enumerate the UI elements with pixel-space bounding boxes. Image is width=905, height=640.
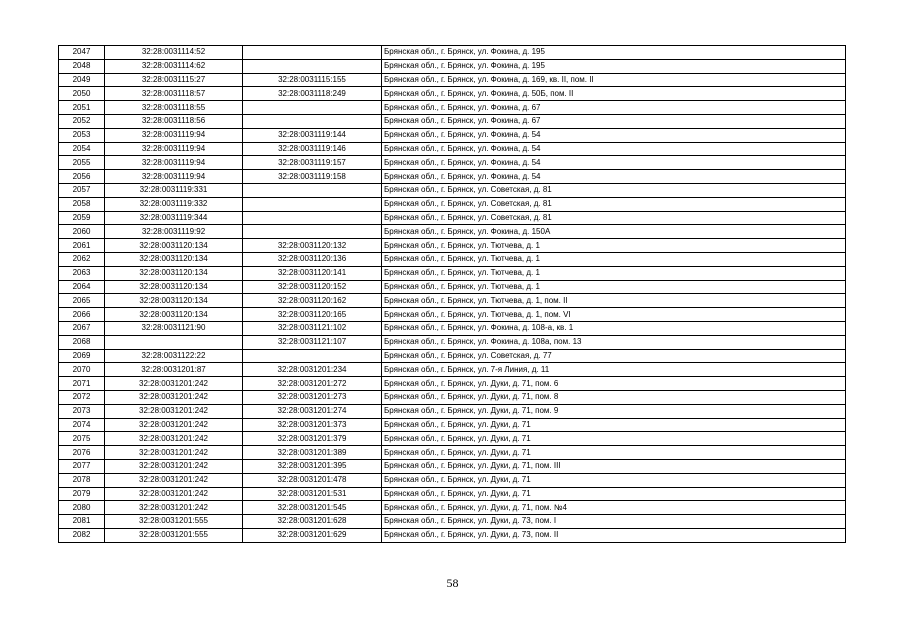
object-cadastral-number-cell: 32:28:0031120:152 <box>243 280 382 294</box>
row-number-cell: 2068 <box>59 335 105 349</box>
address-cell: Брянская обл., г. Брянск, ул. Советская, д. 81 <box>382 211 846 225</box>
table-row <box>59 197 846 211</box>
row-number-cell: 2077 <box>59 459 105 473</box>
row-number-cell: 2075 <box>59 432 105 446</box>
table-row <box>59 432 846 446</box>
object-cadastral-number-cell: 32:28:0031120:141 <box>243 266 382 280</box>
row-number-cell: 2069 <box>59 349 105 363</box>
address-cell: Брянская обл., г. Брянск, ул. Фокина, д. 67 <box>382 101 846 115</box>
row-number-cell: 2067 <box>59 321 105 335</box>
row-number-cell: 2063 <box>59 266 105 280</box>
table-row <box>59 128 846 142</box>
object-cadastral-number-cell <box>243 349 382 363</box>
parcel-cadastral-number-cell: 32:28:0031201:242 <box>105 404 243 418</box>
parcel-cadastral-number-cell: 32:28:0031201:242 <box>105 390 243 404</box>
object-cadastral-number-cell: 32:28:0031201:373 <box>243 418 382 432</box>
parcel-cadastral-number-cell: 32:28:0031119:94 <box>105 170 243 184</box>
object-cadastral-number-cell: 32:28:0031119:158 <box>243 170 382 184</box>
table-row <box>59 73 846 87</box>
address-cell: Брянская обл., г. Брянск, ул. Дуки, д. 71 <box>382 432 846 446</box>
table-row <box>59 473 846 487</box>
table-row <box>59 101 846 115</box>
table-row <box>59 335 846 349</box>
address-cell: Брянская обл., г. Брянск, ул. Фокина, д. 169, кв. II, пом. II <box>382 73 846 87</box>
table-row <box>59 515 846 529</box>
row-number-cell: 2056 <box>59 170 105 184</box>
address-cell: Брянская обл., г. Брянск, ул. Фокина, д. 195 <box>382 59 846 73</box>
row-number-cell: 2049 <box>59 73 105 87</box>
row-number-cell: 2076 <box>59 446 105 460</box>
table-row <box>59 266 846 280</box>
parcel-cadastral-number-cell: 32:28:0031201:242 <box>105 432 243 446</box>
table-row <box>59 114 846 128</box>
address-cell: Брянская обл., г. Брянск, ул. Дуки, д. 71, пом. 6 <box>382 377 846 391</box>
address-cell: Брянская обл., г. Брянск, ул. Дуки, д. 71 <box>382 446 846 460</box>
object-cadastral-number-cell <box>243 114 382 128</box>
row-number-cell: 2053 <box>59 128 105 142</box>
row-number-cell: 2073 <box>59 404 105 418</box>
parcel-cadastral-number-cell: 32:28:0031120:134 <box>105 252 243 266</box>
address-cell: Брянская обл., г. Брянск, ул. Дуки, д. 73, пом. II <box>382 528 846 542</box>
address-cell: Брянская обл., г. Брянск, ул. Фокина, д. 67 <box>382 114 846 128</box>
table-row <box>59 142 846 156</box>
row-number-cell: 2070 <box>59 363 105 377</box>
object-cadastral-number-cell: 32:28:0031201:629 <box>243 528 382 542</box>
row-number-cell: 2082 <box>59 528 105 542</box>
object-cadastral-number-cell: 32:28:0031119:146 <box>243 142 382 156</box>
table-row <box>59 87 846 101</box>
table-row <box>59 377 846 391</box>
address-cell: Брянская обл., г. Брянск, ул. Тютчева, д. 1 <box>382 239 846 253</box>
object-cadastral-number-cell: 32:28:0031115:155 <box>243 73 382 87</box>
address-cell: Брянская обл., г. Брянск, ул. Тютчева, д. 1 <box>382 280 846 294</box>
row-number-cell: 2072 <box>59 390 105 404</box>
parcel-cadastral-number-cell: 32:28:0031201:87 <box>105 363 243 377</box>
address-cell: Брянская обл., г. Брянск, ул. Дуки, д. 71 <box>382 473 846 487</box>
object-cadastral-number-cell: 32:28:0031201:545 <box>243 501 382 515</box>
object-cadastral-number-cell: 32:28:0031201:273 <box>243 390 382 404</box>
table-row <box>59 211 846 225</box>
address-cell: Брянская обл., г. Брянск, ул. Дуки, д. 71, пом. 8 <box>382 390 846 404</box>
parcel-cadastral-number-cell: 32:28:0031119:94 <box>105 128 243 142</box>
row-number-cell: 2066 <box>59 308 105 322</box>
parcel-cadastral-number-cell: 32:28:0031118:55 <box>105 101 243 115</box>
parcel-cadastral-number-cell <box>105 335 243 349</box>
object-cadastral-number-cell: 32:28:0031120:132 <box>243 239 382 253</box>
parcel-cadastral-number-cell: 32:28:0031201:555 <box>105 528 243 542</box>
row-number-cell: 2058 <box>59 197 105 211</box>
object-cadastral-number-cell: 32:28:0031119:157 <box>243 156 382 170</box>
object-cadastral-number-cell: 32:28:0031119:144 <box>243 128 382 142</box>
object-cadastral-number-cell <box>243 101 382 115</box>
address-cell: Брянская обл., г. Брянск, ул. Фокина, д. 108-а, кв. 1 <box>382 321 846 335</box>
row-number-cell: 2064 <box>59 280 105 294</box>
address-cell: Брянская обл., г. Брянск, ул. Фокина, д. 195 <box>382 46 846 60</box>
address-cell: Брянская обл., г. Брянск, ул. Тютчева, д. 1, пом. VI <box>382 308 846 322</box>
row-number-cell: 2078 <box>59 473 105 487</box>
parcel-cadastral-number-cell: 32:28:0031201:555 <box>105 515 243 529</box>
object-cadastral-number-cell <box>243 211 382 225</box>
object-cadastral-number-cell <box>243 59 382 73</box>
address-cell: Брянская обл., г. Брянск, ул. Фокина, д. 54 <box>382 170 846 184</box>
table-row <box>59 321 846 335</box>
table-row <box>59 418 846 432</box>
parcel-cadastral-number-cell: 32:28:0031119:332 <box>105 197 243 211</box>
address-cell: Брянская обл., г. Брянск, ул. Советская, д. 81 <box>382 183 846 197</box>
parcel-cadastral-number-cell: 32:28:0031120:134 <box>105 280 243 294</box>
address-cell: Брянская обл., г. Брянск, ул. Фокина, д. 54 <box>382 156 846 170</box>
row-number-cell: 2050 <box>59 87 105 101</box>
row-number-cell: 2062 <box>59 252 105 266</box>
row-number-cell: 2065 <box>59 294 105 308</box>
table-row <box>59 404 846 418</box>
row-number-cell: 2059 <box>59 211 105 225</box>
parcel-cadastral-number-cell: 32:28:0031201:242 <box>105 377 243 391</box>
parcel-cadastral-number-cell: 32:28:0031201:242 <box>105 501 243 515</box>
table-row <box>59 446 846 460</box>
object-cadastral-number-cell: 32:28:0031201:478 <box>243 473 382 487</box>
address-cell: Брянская обл., г. Брянск, ул. Фокина, д. 150А <box>382 225 846 239</box>
address-cell: Брянская обл., г. Брянск, ул. Фокина, д. 108а, пом. 13 <box>382 335 846 349</box>
table-row <box>59 308 846 322</box>
table-row <box>59 487 846 501</box>
address-cell: Брянская обл., г. Брянск, ул. Дуки, д. 71 <box>382 418 846 432</box>
address-cell: Брянская обл., г. Брянск, ул. Дуки, д. 73, пом. I <box>382 515 846 529</box>
address-cell: Брянская обл., г. Брянск, ул. Фокина, д. 50Б, пом. II <box>382 87 846 101</box>
table-row <box>59 363 846 377</box>
object-cadastral-number-cell: 32:28:0031201:274 <box>243 404 382 418</box>
object-cadastral-number-cell: 32:28:0031201:379 <box>243 432 382 446</box>
parcel-cadastral-number-cell: 32:28:0031114:62 <box>105 59 243 73</box>
object-cadastral-number-cell: 32:28:0031120:136 <box>243 252 382 266</box>
parcel-cadastral-number-cell: 32:28:0031201:242 <box>105 418 243 432</box>
object-cadastral-number-cell <box>243 46 382 60</box>
registry-table <box>58 45 846 543</box>
object-cadastral-number-cell: 32:28:0031201:628 <box>243 515 382 529</box>
object-cadastral-number-cell <box>243 183 382 197</box>
address-cell: Брянская обл., г. Брянск, ул. Дуки, д. 71, пом. 9 <box>382 404 846 418</box>
parcel-cadastral-number-cell: 32:28:0031120:134 <box>105 308 243 322</box>
row-number-cell: 2060 <box>59 225 105 239</box>
page-number: 58 <box>446 576 459 590</box>
parcel-cadastral-number-cell: 32:28:0031201:242 <box>105 446 243 460</box>
object-cadastral-number-cell: 32:28:0031121:107 <box>243 335 382 349</box>
row-number-cell: 2057 <box>59 183 105 197</box>
row-number-cell: 2048 <box>59 59 105 73</box>
parcel-cadastral-number-cell: 32:28:0031119:94 <box>105 142 243 156</box>
row-number-cell: 2054 <box>59 142 105 156</box>
row-number-cell: 2061 <box>59 239 105 253</box>
address-cell: Брянская обл., г. Брянск, ул. Советская, д. 81 <box>382 197 846 211</box>
parcel-cadastral-number-cell: 32:28:0031119:94 <box>105 156 243 170</box>
parcel-cadastral-number-cell: 32:28:0031119:331 <box>105 183 243 197</box>
object-cadastral-number-cell: 32:28:0031201:389 <box>243 446 382 460</box>
address-cell: Брянская обл., г. Брянск, ул. Дуки, д. 71, пом. III <box>382 459 846 473</box>
object-cadastral-number-cell: 32:28:0031201:234 <box>243 363 382 377</box>
row-number-cell: 2080 <box>59 501 105 515</box>
row-number-cell: 2047 <box>59 46 105 60</box>
table-row <box>59 225 846 239</box>
parcel-cadastral-number-cell: 32:28:0031201:242 <box>105 473 243 487</box>
table-row <box>59 170 846 184</box>
row-number-cell: 2074 <box>59 418 105 432</box>
parcel-cadastral-number-cell: 32:28:0031201:242 <box>105 459 243 473</box>
object-cadastral-number-cell: 32:28:0031118:249 <box>243 87 382 101</box>
address-cell: Брянская обл., г. Брянск, ул. Тютчева, д. 1 <box>382 266 846 280</box>
table-row <box>59 528 846 542</box>
row-number-cell: 2051 <box>59 101 105 115</box>
address-cell: Брянская обл., г. Брянск, ул. Фокина, д. 54 <box>382 142 846 156</box>
parcel-cadastral-number-cell: 32:28:0031121:90 <box>105 321 243 335</box>
object-cadastral-number-cell: 32:28:0031120:165 <box>243 308 382 322</box>
object-cadastral-number-cell <box>243 197 382 211</box>
address-cell: Брянская обл., г. Брянск, ул. Фокина, д. 54 <box>382 128 846 142</box>
parcel-cadastral-number-cell: 32:28:0031120:134 <box>105 294 243 308</box>
table-row <box>59 239 846 253</box>
table-row <box>59 183 846 197</box>
parcel-cadastral-number-cell: 32:28:0031120:134 <box>105 239 243 253</box>
parcel-cadastral-number-cell: 32:28:0031122:22 <box>105 349 243 363</box>
row-number-cell: 2055 <box>59 156 105 170</box>
parcel-cadastral-number-cell: 32:28:0031119:344 <box>105 211 243 225</box>
table-row <box>59 349 846 363</box>
table-row <box>59 501 846 515</box>
parcel-cadastral-number-cell: 32:28:0031118:56 <box>105 114 243 128</box>
object-cadastral-number-cell: 32:28:0031201:272 <box>243 377 382 391</box>
table-row <box>59 294 846 308</box>
row-number-cell: 2079 <box>59 487 105 501</box>
address-cell: Брянская обл., г. Брянск, ул. Дуки, д. 71 <box>382 487 846 501</box>
object-cadastral-number-cell <box>243 225 382 239</box>
parcel-cadastral-number-cell: 32:28:0031118:57 <box>105 87 243 101</box>
object-cadastral-number-cell: 32:28:0031201:531 <box>243 487 382 501</box>
object-cadastral-number-cell: 32:28:0031121:102 <box>243 321 382 335</box>
address-cell: Брянская обл., г. Брянск, ул. Тютчева, д. 1, пом. II <box>382 294 846 308</box>
registry-table-body <box>59 46 846 543</box>
object-cadastral-number-cell: 32:28:0031201:395 <box>243 459 382 473</box>
address-cell: Брянская обл., г. Брянск, ул. 7-я Линия, д. 11 <box>382 363 846 377</box>
table-row <box>59 59 846 73</box>
table-row <box>59 46 846 60</box>
table-row <box>59 390 846 404</box>
parcel-cadastral-number-cell: 32:28:0031114:52 <box>105 46 243 60</box>
row-number-cell: 2052 <box>59 114 105 128</box>
row-number-cell: 2081 <box>59 515 105 529</box>
address-cell: Брянская обл., г. Брянск, ул. Дуки, д. 71, пом. №4 <box>382 501 846 515</box>
table-row <box>59 252 846 266</box>
parcel-cadastral-number-cell: 32:28:0031201:242 <box>105 487 243 501</box>
object-cadastral-number-cell: 32:28:0031120:162 <box>243 294 382 308</box>
parcel-cadastral-number-cell: 32:28:0031119:92 <box>105 225 243 239</box>
parcel-cadastral-number-cell: 32:28:0031115:27 <box>105 73 243 87</box>
table-row <box>59 156 846 170</box>
parcel-cadastral-number-cell: 32:28:0031120:134 <box>105 266 243 280</box>
address-cell: Брянская обл., г. Брянск, ул. Советская, д. 77 <box>382 349 846 363</box>
table-row <box>59 459 846 473</box>
row-number-cell: 2071 <box>59 377 105 391</box>
address-cell: Брянская обл., г. Брянск, ул. Тютчева, д. 1 <box>382 252 846 266</box>
table-row <box>59 280 846 294</box>
